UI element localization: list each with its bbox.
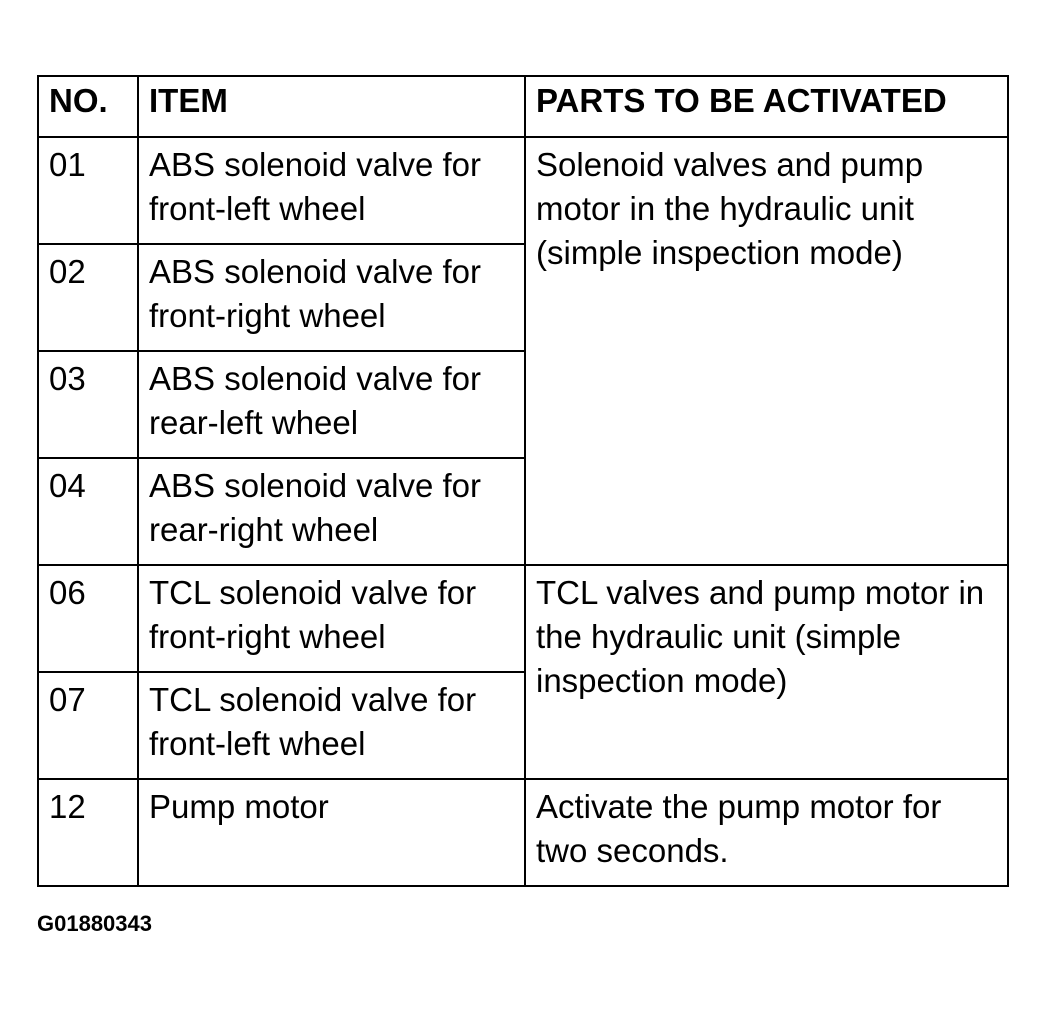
row-item: Pump motor bbox=[138, 779, 525, 886]
row-item: ABS solenoid valve for front-left wheel bbox=[138, 137, 525, 244]
row-no: 03 bbox=[38, 351, 138, 458]
row-no: 02 bbox=[38, 244, 138, 351]
table-row bbox=[38, 779, 1008, 886]
row-no: 12 bbox=[38, 779, 138, 886]
header-no: NO. bbox=[38, 76, 138, 137]
table-row bbox=[38, 137, 1008, 244]
header-parts: PARTS TO BE ACTIVATED bbox=[525, 76, 1008, 137]
row-item: TCL solenoid valve for front-right wheel bbox=[138, 565, 525, 672]
row-item: ABS solenoid valve for rear-left wheel bbox=[138, 351, 525, 458]
header-row bbox=[38, 76, 1008, 137]
row-no: 01 bbox=[38, 137, 138, 244]
row-item: ABS solenoid valve for rear-right wheel bbox=[138, 458, 525, 565]
activation-table bbox=[37, 75, 1009, 887]
row-no: 04 bbox=[38, 458, 138, 565]
table-row bbox=[38, 565, 1008, 672]
row-no: 06 bbox=[38, 565, 138, 672]
row-no: 07 bbox=[38, 672, 138, 779]
parts-pump: Activate the pump motor for two seconds. bbox=[525, 779, 1008, 886]
parts-abs-group: Solenoid valves and pump motor in the hydraulic unit (simple inspection mode) bbox=[525, 137, 1008, 565]
row-item: TCL solenoid valve for front-left wheel bbox=[138, 672, 525, 779]
row-item: ABS solenoid valve for front-right wheel bbox=[138, 244, 525, 351]
parts-tcl-group: TCL valves and pump motor in the hydraulic unit (simple inspection mode) bbox=[525, 565, 1008, 779]
figure-code: G01880343 bbox=[37, 911, 152, 936]
header-item: ITEM bbox=[138, 76, 525, 137]
